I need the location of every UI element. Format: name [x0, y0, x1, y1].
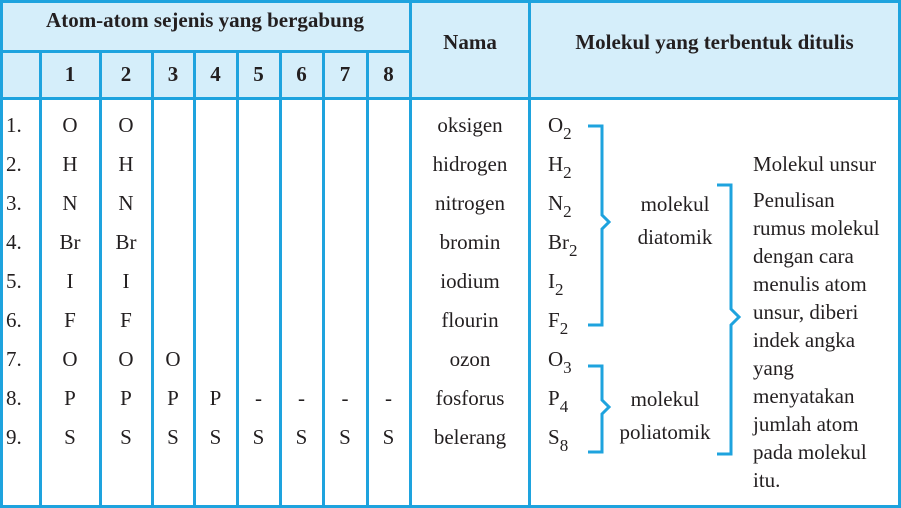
atom-cell: S: [120, 425, 132, 449]
formula-element: P: [548, 386, 560, 410]
atom-cell: P: [209, 386, 222, 410]
atom-cell: S: [252, 425, 265, 449]
row-number: 1.: [6, 113, 22, 137]
formula-element: N: [548, 191, 564, 215]
atom-cell: S: [295, 425, 308, 449]
element-name: bromin: [439, 230, 501, 254]
row-number: 7.: [6, 347, 22, 371]
atom-cell: H: [62, 152, 78, 176]
note-line: menyatakan: [753, 384, 855, 408]
row-number: 8.: [6, 386, 22, 410]
col-number-6: 6: [296, 62, 307, 86]
note-title: Molekul unsur: [753, 152, 877, 176]
atom-cell: -: [255, 386, 262, 410]
element-name: nitrogen: [435, 191, 505, 215]
atom-cell: Br: [115, 230, 137, 254]
atom-cell: S: [339, 425, 351, 449]
note-line: dengan cara: [753, 244, 854, 268]
note-line: indek angka: [753, 328, 856, 352]
element-name: ozon: [449, 347, 491, 371]
atom-cell: O: [62, 113, 78, 137]
row-number: 5.: [6, 269, 22, 293]
atom-cell: O: [118, 347, 134, 371]
col-number-7: 7: [339, 62, 351, 86]
element-name: hidrogen: [432, 152, 508, 176]
atom-cell: O: [62, 347, 78, 371]
col-number-1: 1: [64, 62, 76, 86]
element-name: iodium: [440, 269, 500, 293]
row-number: 3.: [6, 191, 22, 215]
formula-subscript: 4: [559, 397, 569, 416]
atom-cell: I: [66, 269, 74, 293]
formula-element: F: [548, 308, 560, 332]
note-line: Penulisan: [753, 188, 835, 212]
atom-cell: N: [62, 191, 78, 215]
col-number-3: 3: [167, 62, 179, 86]
diatomic-label: [620, 190, 730, 251]
note-line: unsur, diberi: [753, 300, 859, 324]
atom-cell: F: [64, 308, 76, 332]
row-number: 4.: [6, 230, 22, 254]
element-name: fosforus: [435, 386, 505, 410]
name-column-title: Nama: [443, 30, 497, 54]
atom-cell: S: [167, 425, 179, 449]
polyatomic-label-line2: poliatomik: [619, 420, 711, 444]
formula-subscript: 8: [559, 436, 569, 455]
atom-cell: -: [298, 386, 305, 410]
formula-element: S: [548, 425, 560, 449]
atom-cell: F: [120, 308, 132, 332]
col-number-2: 2: [120, 62, 132, 86]
formula-subscript: 3: [563, 358, 572, 377]
note-text: [753, 186, 880, 494]
note-line: pada molekul: [753, 440, 867, 464]
atom-cell: Br: [59, 230, 81, 254]
formula-element: O: [548, 347, 564, 371]
formula-subscript: 2: [555, 280, 564, 299]
atom-cell: -: [385, 386, 392, 410]
note-line: yang: [753, 356, 794, 380]
atom-cell: -: [341, 386, 349, 410]
row-number: 9.: [6, 425, 22, 449]
col-number-8: 8: [383, 62, 394, 86]
formula-subscript: 2: [563, 124, 572, 143]
diatomic-label-line2: diatomik: [637, 225, 713, 249]
polyatomic-label-line1: molekul: [630, 387, 700, 411]
row-number: 2.: [6, 152, 22, 176]
row-number: 6.: [6, 308, 22, 332]
atom-cell: S: [382, 425, 395, 449]
formula-subscript: 2: [563, 163, 572, 182]
atom-cell: O: [165, 347, 181, 371]
element-name: flourin: [441, 308, 499, 332]
atom-cell: O: [118, 113, 134, 137]
note-line: jumlah atom: [753, 412, 859, 436]
element-name: belerang: [433, 425, 507, 449]
formula-element: I: [548, 269, 555, 293]
atom-cell: I: [122, 269, 130, 293]
atom-cell: P: [167, 386, 179, 410]
element-name: oksigen: [437, 113, 503, 137]
atom-cell: N: [118, 191, 134, 215]
atom-cell: H: [118, 152, 134, 176]
formula-element: Br: [548, 230, 569, 254]
diatomic-bracket: [588, 126, 609, 325]
col-number-5: 5: [253, 62, 264, 86]
polyatomic-label: [610, 385, 720, 446]
formula-element: H: [548, 152, 564, 176]
molecule-column-title: Molekul yang terbentuk ditulis: [575, 30, 854, 54]
note-line: rumus molekul: [753, 216, 880, 240]
atom-cell: P: [120, 386, 132, 410]
note-line: menulis atom: [753, 272, 867, 296]
col-number-4: 4: [210, 62, 221, 86]
formula-subscript: 2: [559, 319, 569, 338]
diatomic-label-line1: molekul: [640, 192, 710, 216]
formula-subscript: 2: [563, 202, 572, 221]
atom-cell: P: [64, 386, 76, 410]
formula-element: O: [548, 113, 564, 137]
formula-subscript: 2: [569, 241, 578, 260]
atom-cell: S: [209, 425, 222, 449]
polyatomic-bracket: [588, 366, 609, 452]
group-title: Atom-atom sejenis yang bergabung: [46, 8, 364, 32]
atom-cell: S: [64, 425, 76, 449]
note-line: itu.: [753, 468, 781, 492]
